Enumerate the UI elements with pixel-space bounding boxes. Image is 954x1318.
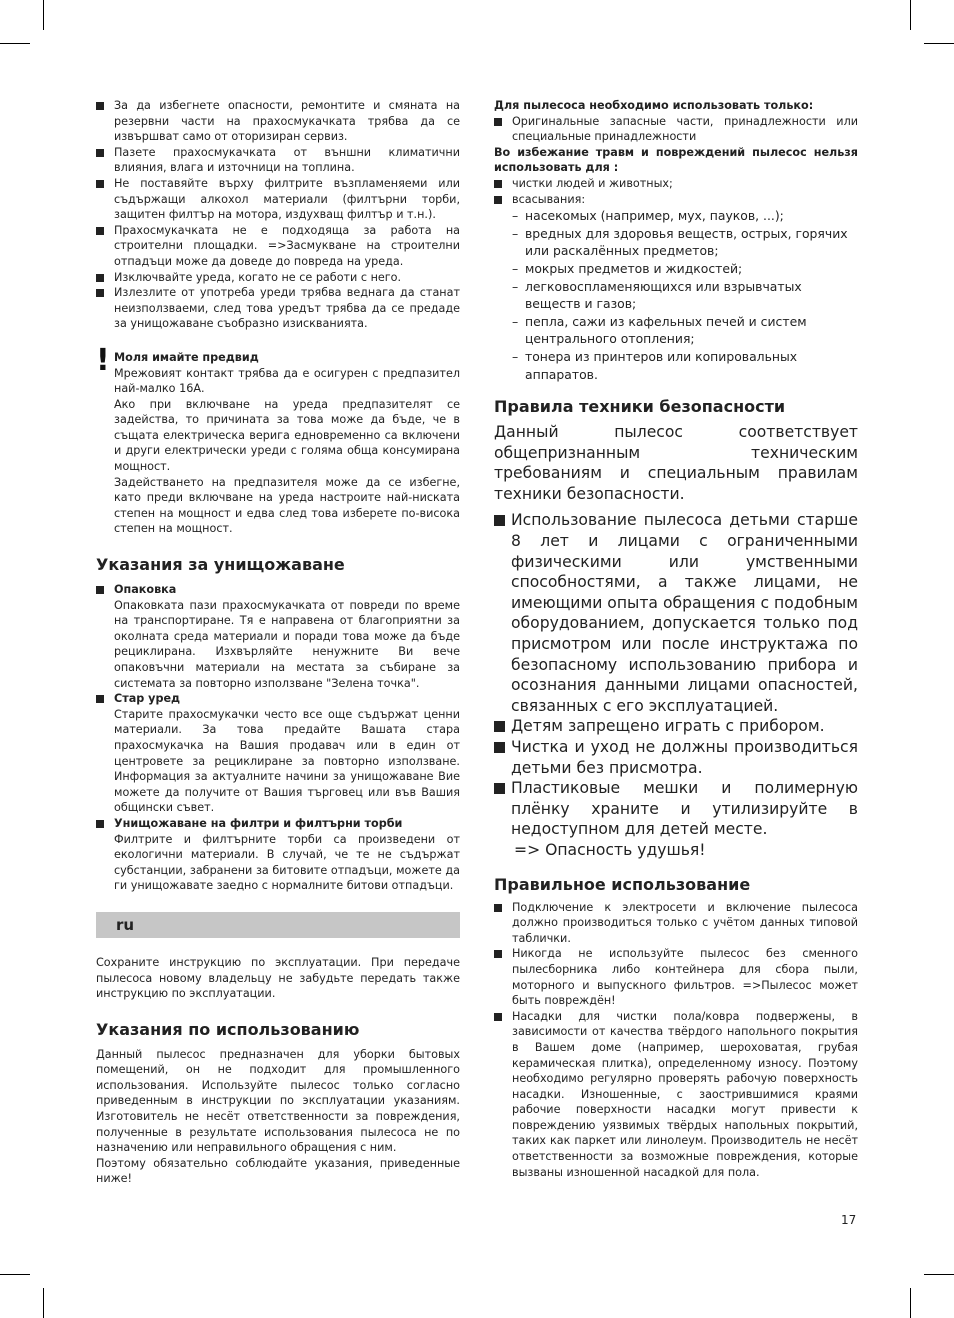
notice-paragraph: Задействането на предпазителя може да се избегне, като преди включване на уреда настроите най-ниската степен на мощност и едва след това изберете по-висока степен на мощност. [114, 475, 460, 536]
dash-item: – мокрых предметов и жидкостей; [494, 260, 858, 278]
usage-heading: Указания по использованию [96, 1019, 360, 1039]
list-item: Оригинальные запасные части, принадлежности или специальные принадлежности [494, 114, 858, 145]
proper-use-list [494, 900, 858, 1181]
list-item: За да избегнете опасности, ремонтите и смяната на резервни части на прахосмукачката трябва да се извършват само от оторизиран сервиз. [96, 98, 460, 145]
dash-list [494, 207, 858, 383]
list-item: Изключвайте уреда, когато не се работи с него. [96, 270, 460, 286]
safety-heading: Правила техники безопасности [494, 397, 786, 417]
list-item: Не поставяйте върху филтрите възпламеняеми или съдържащи алкохол материали (филтърни торби, защитен филтър на мотора, издухващ филтър и т.н.). [96, 176, 460, 223]
disposal-item-text: Филтрите и филтърните торби са произведени от екологични материали. В случай, че те не съдържат субстанции, забранени за битовите отпадъци, можете да ги унищожавате заедно с нормалните битови отпадъци. [114, 832, 460, 893]
usage-paragraph: Поэтому обязательно соблюдайте указания, приведенные ниже! [96, 1156, 460, 1186]
notice-title: Моля имайте предвид [114, 350, 259, 364]
disposal-item-title: Опаковка [96, 582, 460, 598]
proper-use-heading: Правильное использование [494, 874, 751, 894]
safety-note: => Опасность удушья! [514, 840, 706, 859]
list-item: Прахосмукачката не е подходяща за работа на строителни площадки. =>Засмукване на строителни отпадъци може да доведе до повреда на уреда. [96, 223, 460, 270]
bg-bullet-list [96, 98, 460, 332]
notice-block [96, 342, 460, 537]
warning-icon: ! [96, 342, 110, 378]
disposal-item-title: Унищожаване на филтри и филтърни торби [96, 816, 460, 832]
crop-mark [0, 1274, 30, 1275]
crop-mark [910, 1288, 911, 1318]
dash-item: – легковоспламеняющихся или взрывчатых веществ и газов; [494, 278, 858, 313]
language-bar: ru [96, 912, 460, 938]
crop-mark [43, 1288, 44, 1318]
list-item: Излезлите от употреба уреди трябва веднага да станат неизползваеми, след това уредът трябва да се предаде за унищожаване съобразно изискванията. [96, 285, 460, 332]
notice-paragraph: Ако при включване на уреда предпазителят се задейства, то причината за това може да бъде, че в същата електрическа верига едновременно са включени и други електрически уреди с голяма обща консумирана мощност. [114, 397, 460, 474]
disposal-list [96, 582, 460, 894]
list-item: Никогда не используйте пылесос без сменного пылесборника либо контейнера для сбора пыли, моторного и выпускного фильтров. =>Пылесос может быть повреждён! [494, 946, 858, 1008]
safety-bullet-list [494, 510, 858, 860]
list-item: Насадки для чистки пола/ковра подвержены, в зависимости от качества твёрдого напольного покрытия в Вашем доме (например, шероховатая, грубая керамическая плитка), определенному износу. Поэтому необходимо регулярно проверять рабочую поверхность насадки. Изношенные, с заострившимися краями рабочие поверхности насадки могут привести к повреждению уязвимых твёрдых напольных покрытий, таких как паркет или линолеум. Производитель не несёт ответственности за возможные повреждения, которые вызваны изношенной насадкой для пола. [494, 1009, 858, 1181]
right-column [494, 98, 858, 1180]
crop-mark [43, 0, 44, 30]
usage-paragraph: Данный пылесос предназначен для уборки бытовых помещений, он не подходит для промышленного использования. Используйте пылесос только согласно приведенным в инструкции по эксплуатации указаниям. Изготовитель не несёт ответственности за повреждения, полученные в результате использования пылесоса не по назначению или неправильного обращения с ним. [96, 1047, 460, 1155]
list-item: Использование пылесоса детьми старше 8 лет и лицами с ограниченными физическими или умственными способностями, а также лицами, не имеющими опыта обращения с подобным оборудованием, допускается только под присмотром или после инструктажа по безопасному использованию прибора и осознания данными лицами опасностей, связанных с его эксплуатацией. [494, 510, 858, 716]
list-item: Подключение к электросети и включение пылесоса должно производиться только с учётом данных типовой таблички. [494, 900, 858, 947]
list-item: чистки людей и животных; [494, 176, 858, 192]
avoid-title: Во избежание травм и повреждений пылесос нельзя использовать для : [494, 145, 858, 175]
dash-item: – вредных для здоровья веществ, острых, горячих или раскалённых предметов; [494, 225, 858, 260]
ru-intro: Сохраните инструкцию по эксплуатации. При передаче пылесоса новому владельцу не забудьте передать также инструкцию по эксплуатации. [96, 955, 460, 1001]
disposal-item-text: Старите прахосмукачки често все още съдържат ценни материали. За това предайте Вашата стара прахосмукачка на Вашия продавач или в един от центровете за рециклиране за повторно използване. Информация за актуалните начини за унищожаване Вие можете да получите от Вашия търговец или във Вашия общински съвет. [114, 707, 460, 815]
list-item: Пластиковые мешки и полимерную плёнку храните и утилизируйте в недоступном для детей месте. [494, 778, 858, 840]
left-column [96, 98, 460, 1187]
crop-mark [924, 43, 954, 44]
dash-item: – пепла, сажи из кафельных печей и систем центрального отопления; [494, 313, 858, 348]
disposal-heading: Указания за унищожаване [96, 555, 345, 575]
disposal-item-text: Опаковката пази прахосмукачката от повреди по време на транспортиране. Тя е направена от благоприятни за околната среда материали и поради това може да бъде рециклирана. Изхвърляйте ненужните Ви вече опаковъчни материали на местата за събиране за системата за повторно използване "Зелена точка". [114, 598, 460, 690]
crop-mark [924, 1274, 954, 1275]
page-number: 17 [841, 1213, 857, 1227]
list-item: Детям запрещено играть с прибором. [494, 716, 858, 737]
crop-mark [910, 0, 911, 30]
list-item: всасывания: [494, 192, 858, 208]
only-title: Для пылесоса необходимо использовать только: [494, 99, 814, 112]
list-item: Пазете прахосмукачката от външни климатични влияния, влага и източници на топлина. [96, 145, 460, 176]
dash-item: – насекомых (например, мух, пауков, ...); [494, 207, 858, 225]
disposal-item-title: Стар уред [96, 691, 460, 707]
safety-intro: Данный пылесос соответствует общепризнанным техническим требованиям и специальным правилам техники безопасности. [494, 423, 858, 503]
crop-mark [0, 43, 30, 44]
dash-item: – тонера из принтеров или копировальных аппаратов. [494, 348, 858, 383]
notice-paragraph: Мрежовият контакт трябва да е осигурен с предпазител най-малко 16А. [114, 366, 460, 396]
list-item: Чистка и уход не должны производиться детьми без присмотра. [494, 737, 858, 778]
